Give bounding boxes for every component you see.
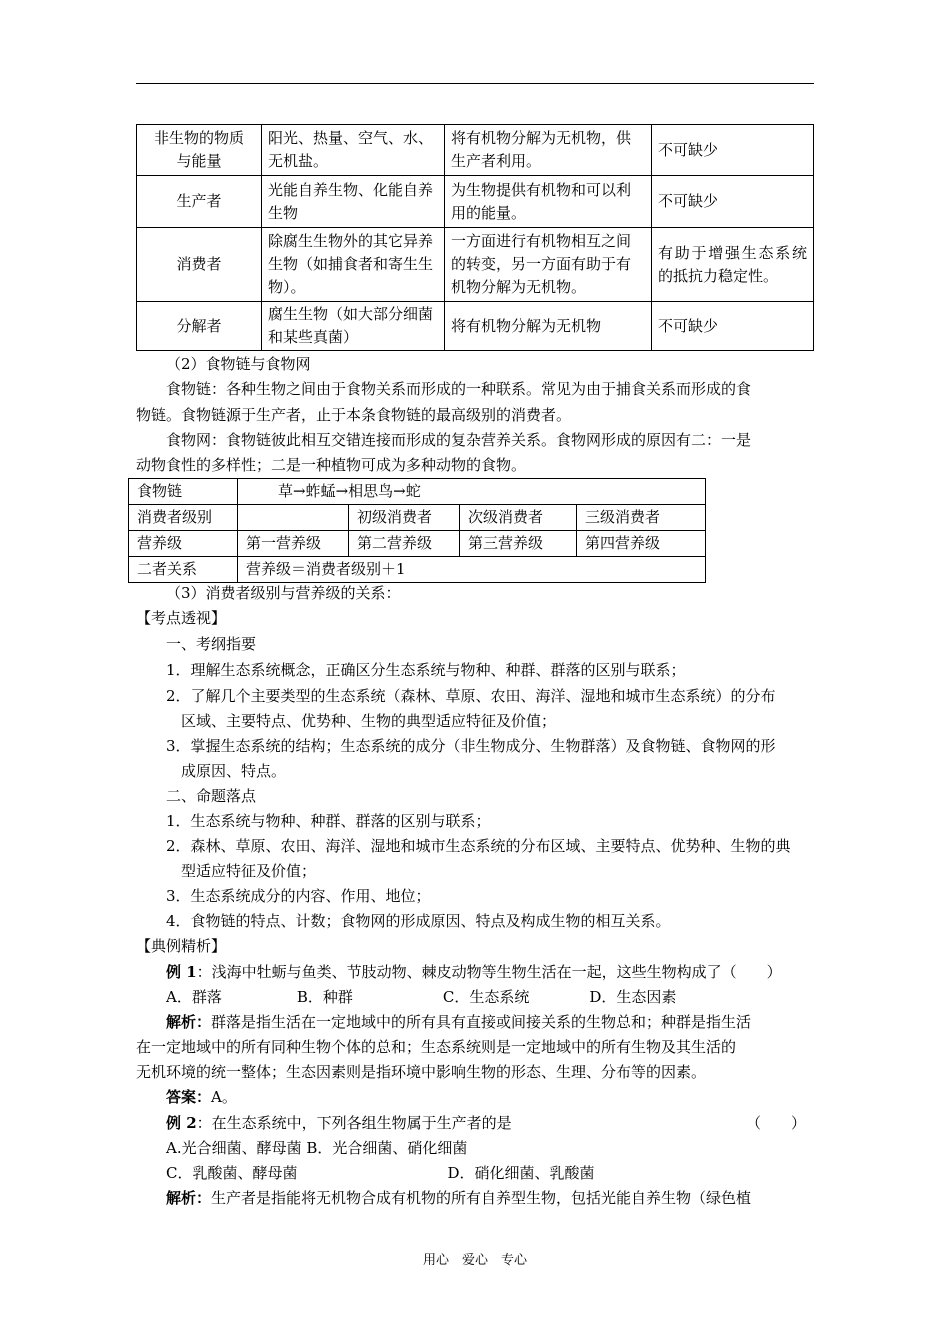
cell: 第四营养级: [577, 531, 706, 557]
cell: 不可缺少: [652, 125, 814, 176]
subheading: 一、考纲指要: [166, 635, 257, 653]
analysis-text: 生产者是指能将无机物合成有机物的所有自养型生物，包括光能自养生物（绿色植: [211, 1189, 752, 1207]
list-item-cont: 型适应特征及价值；: [181, 862, 317, 880]
cell: 草→蚱蜢→相思鸟→蛇: [238, 479, 706, 505]
question-text: ：在生态系统中，下列各组生物属于生产者的是: [196, 1114, 512, 1132]
cell: 光能自养生物、化能自养生物: [262, 176, 445, 228]
answer-paren: （ ）: [746, 1114, 807, 1132]
cell: 除腐生生物外的其它异养生物（如捕食者和寄生生物）。: [262, 228, 445, 302]
cell: 有助于增强生态系统的抵抗力稳定性。: [652, 228, 814, 302]
cell: 阳光、热量、空气、水、无机盐。: [262, 125, 445, 176]
cell: [238, 505, 349, 531]
list-item: 3．掌握生态系统的结构；生态系统的成分（非生物成分、生物群落）及食物链、食物网的形: [166, 737, 776, 755]
cell: 第二营养级: [349, 531, 460, 557]
list-item-cont: 区域、主要特点、优势种、生物的典型适应特征及价值；: [181, 712, 557, 730]
cell: 二者关系: [129, 557, 238, 583]
list-item: 1．生态系统与物种、种群、群落的区别与联系；: [166, 812, 491, 830]
question-text: ：浅海中牡蛎与鱼类、节肢动物、棘皮动物等生物生活在一起，这些生物构成了（ ）: [196, 963, 782, 981]
page-footer: 用心 爱心 专心: [422, 1253, 527, 1268]
cell: 消费者: [137, 228, 262, 302]
cell: 营养级＝消费者级别＋1: [238, 557, 706, 583]
paragraph-line: 食物网：食物链彼此相互交错连接而形成的复杂营养关系。食物网形成的原因有二：一是: [166, 431, 752, 449]
cell: 食物链: [129, 479, 238, 505]
paragraph-line: 食物链：各种生物之间由于食物关系而形成的一种联系。常见为由于捕食关系而形成的食: [166, 380, 752, 398]
cell: 次级消费者: [460, 505, 577, 531]
example-label: 例 2: [166, 1114, 197, 1132]
ecosystem-components-table: [136, 124, 814, 351]
example-2-options: A.光合细菌、酵母菌 B．光合细菌、硝化细菌: [166, 1139, 468, 1157]
subheading: 二、命题落点: [166, 787, 257, 805]
example-label: 例 1: [166, 963, 197, 981]
analysis-label: 解析：: [166, 1013, 212, 1031]
cell: 腐生生物（如大部分细菌和某些真菌）: [262, 302, 445, 351]
example-2-question: [136, 1111, 816, 1137]
example-2-analysis: [136, 1186, 816, 1212]
header-rule: [136, 83, 814, 84]
cell: 不可缺少: [652, 176, 814, 228]
list-item: 1．理解生态系统概念，正确区分生态系统与物种、种群、群落的区别与联系；: [166, 661, 686, 679]
paragraph-line: 动物食性的多样性；二是一种植物可成为多种动物的食物。: [136, 456, 527, 474]
cell: 为生物提供有机物和可以利用的能量。: [445, 176, 652, 228]
section-heading: （3）消费者级别与营养级的关系：: [166, 584, 401, 602]
example-1-answer: [136, 1085, 816, 1111]
cell: 不可缺少: [652, 302, 814, 351]
example-1-analysis: [136, 1010, 816, 1036]
kaodian-title: 【考点透视】: [136, 609, 227, 627]
cell: 非生物的物质与能量: [137, 125, 262, 176]
analysis-text: 群落是指生活在一定地域中的所有具有直接或间接关系的生物总和；种群是指生活: [211, 1013, 752, 1031]
cell: 第三营养级: [460, 531, 577, 557]
food-chain-table: [128, 478, 706, 583]
cell: 营养级: [129, 531, 238, 557]
cell: 生产者: [137, 176, 262, 228]
cell: 一方面进行有机物相互之间的转变，另一方面有助于有机物分解为无机物。: [445, 228, 652, 302]
example-1-options: A．群落 B．种群 C．生态系统 D．生态因素: [166, 988, 677, 1006]
list-item: 3．生态系统成分的内容、作用、地位；: [166, 887, 431, 905]
list-item: 2．了解几个主要类型的生态系统（森林、草原、农田、海洋、湿地和城市生态系统）的分布: [166, 687, 776, 705]
section-heading: （2）食物链与食物网: [166, 355, 311, 373]
list-item-cont: 成原因、特点。: [181, 762, 287, 780]
answer-label: 答案：: [166, 1088, 212, 1106]
list-item: 4．食物链的特点、计数；食物网的形成原因、特点及构成生物的相互关系。: [166, 912, 671, 930]
paragraph-line: 物链。食物链源于生产者，止于本条食物链的最高级别的消费者。: [136, 406, 572, 424]
cell: 分解者: [137, 302, 262, 351]
cell: 三级消费者: [577, 505, 706, 531]
analysis-label: 解析：: [166, 1189, 212, 1207]
example-1-question: [136, 960, 816, 986]
dianli-title: 【典例精析】: [136, 937, 227, 955]
cell: 将有机物分解为无机物，供生产者利用。: [445, 125, 652, 176]
list-item: 2．森林、草原、农田、海洋、湿地和城市生态系统的分布区域、主要特点、优势种、生物的典: [166, 837, 791, 855]
cell: 第一营养级: [238, 531, 349, 557]
answer-text: A。: [211, 1088, 237, 1106]
cell: 初级消费者: [349, 505, 460, 531]
paragraph-line: 无机环境的统一整体；生态因素则是指环境中影响生物的形态、生理、分布等的因素。: [136, 1063, 707, 1081]
example-2-options: C．乳酸菌、酵母菌 D．硝化细菌、乳酸菌: [166, 1164, 595, 1182]
paragraph-line: 在一定地域中的所有同种生物个体的总和；生态系统则是一定地域中的所有生物及其生活的: [136, 1038, 737, 1056]
cell: 消费者级别: [129, 505, 238, 531]
cell: 将有机物分解为无机物: [445, 302, 652, 351]
